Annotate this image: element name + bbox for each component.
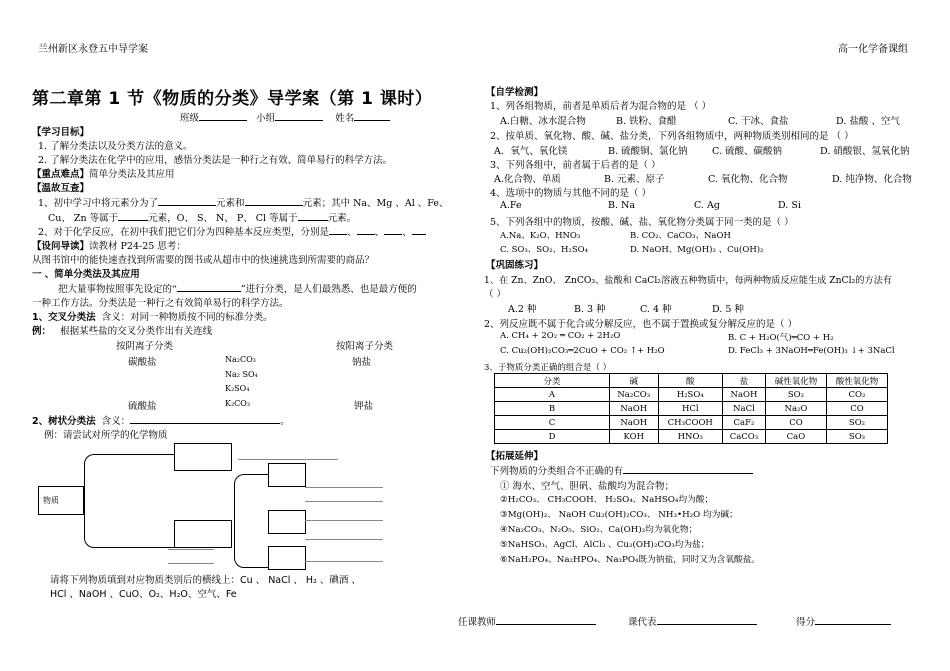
key-points [32, 166, 175, 180]
matter-label: 物质 [43, 496, 59, 505]
review-heading: 【温故互查】 [32, 183, 90, 194]
fill-instruction: 请将下列物质填到对应物质类别后的横线上：Cu 、 NaCl 、 H₂ 、碘酒 、 [50, 575, 361, 586]
q4-option: D. Si [778, 200, 801, 211]
answer-line[interactable] [238, 459, 338, 460]
group-label: 小组 [256, 113, 276, 124]
review-text: Cu、 Zn 等属于 [48, 213, 119, 224]
tree-box-5[interactable] [268, 546, 306, 570]
table-cell: SO₃ [826, 430, 887, 444]
ext-item: ⑥NaH₂PO₄、Na₂HPO₄、Na₃PO₄既为钠盐，同时又为含氧酸盐。 [500, 555, 761, 565]
ext-item: ③Mg(OH)₂、 NaOH Cu₂(OH)₂CO₃、 NH₃•H₂O 均为碱； [500, 510, 738, 520]
q4: 4、选项中的物质与其他不同的是（ ） [490, 188, 652, 199]
table-cell: CaF₂ [722, 416, 765, 430]
table-cell: D [495, 430, 610, 444]
q1-option: B. 铁粉、食醋 [616, 116, 677, 127]
class-label: 班级 [180, 113, 200, 124]
answer-line[interactable] [305, 539, 383, 540]
answer-line[interactable] [305, 520, 383, 521]
q5-option: A.Na、K₂O、HNO₃ [500, 231, 581, 241]
table-cell: KOH [610, 430, 659, 444]
teacher-field[interactable] [496, 615, 596, 625]
cross-heading: 1、交叉分类法 [32, 312, 96, 323]
c1-paren: （ ） [484, 289, 507, 300]
table-cell: Na₂O [765, 402, 826, 416]
c2-option: B. C + H₂O(气)═CO + H₂ [728, 333, 834, 343]
q3-option: C. 氧化物、化合物 [708, 174, 788, 185]
potassium-salt-label: 钾盐 [354, 401, 374, 412]
score-field[interactable] [815, 615, 891, 625]
q2-option: D. 硝酸银、氢氧化钠 [820, 146, 910, 157]
q5: 5、下列各组中的物质，按酸、碱、盐、氧化物分类属于同一类的是（ ） [490, 217, 794, 228]
consolidate-heading: 【巩固练习】 [486, 260, 544, 271]
review-text: 元素和 [216, 198, 245, 209]
q5-option: D. NaOH、Mg(OH)₂ 、Cu(OH)₂ [630, 245, 764, 255]
sodium-salt-label: 钠盐 [352, 357, 372, 368]
footer-teacher [458, 614, 596, 628]
table-cell: HCl [658, 402, 722, 416]
blank[interactable] [245, 196, 303, 206]
answer-line[interactable] [168, 549, 214, 550]
q3-option: D. 纯净物、化合物 [832, 174, 912, 185]
review-q2: 2、对于化学反应，在初中我们把它们分为四种基本反应类型，分别是 、 、 、 [38, 224, 426, 238]
q4-option: C. Ag [694, 200, 720, 211]
c3: 3、于物质分类正确的组合是（ ） [484, 363, 612, 373]
table-cell: C [495, 416, 610, 430]
tree-brace [234, 474, 269, 568]
table-cell: A [495, 388, 610, 402]
goal-1: 1. 了解分类法以及分类方法的意义。 [38, 141, 193, 152]
q2-option: A．氧气、氧化镁 [494, 146, 568, 157]
blank[interactable] [329, 225, 347, 235]
blank[interactable] [412, 225, 426, 235]
c1-option: A.2 种 [508, 304, 537, 315]
fill-instruction-2: HCl 、NaOH 、CuO、O₂、H₂O、空气、Fe [50, 589, 237, 600]
teacher-label: 任课教师 [458, 617, 497, 628]
blank[interactable] [623, 464, 753, 474]
table-cell: B [495, 402, 610, 416]
tree-box-4[interactable] [268, 510, 306, 534]
table-header: 分类 [495, 374, 610, 388]
q2-option: C. 硫酸、碳酸钠 [712, 146, 782, 157]
extension-heading: 【拓展延伸】 [486, 451, 544, 462]
salt-formula: Na₂ SO₄ [225, 370, 258, 379]
name-field[interactable] [354, 111, 390, 121]
answer-line[interactable] [305, 561, 383, 562]
ext-item: ① 海水、空气、胆矾、盐酸均为混合物； [500, 481, 675, 492]
tree-box-3[interactable] [268, 463, 306, 487]
q5-option: C. SO₃、SO₂、H₂SO₄ [500, 245, 589, 255]
blank[interactable] [130, 414, 280, 424]
matter-box [38, 486, 84, 515]
table-header: 盐 [722, 374, 765, 388]
score-label: 得分 [796, 617, 816, 628]
c1: 1、在 Zn、ZnO、 ZnCO₃、盐酸和 CaCl₂溶液五种物质中，每两种物质反应能生成 ZnCl₂的方法有 [484, 275, 892, 286]
table-cell: NaOH [610, 402, 659, 416]
cross-method [32, 309, 273, 323]
review-q1-line2 [48, 210, 356, 224]
table-row [495, 402, 888, 416]
q3-option: B. 元素、原子 [604, 174, 665, 185]
c1-option: D. 5 种 [712, 304, 744, 315]
ext-text: 下列物质的分类组合不正确的有 [490, 466, 624, 477]
q3: 3、下列各组中，前者属于后者的是（ ） [490, 160, 661, 171]
table-header: 碱 [610, 374, 659, 388]
para-text: 把大量事物按照事先设定的“ [58, 284, 177, 295]
q5-option: B. CO₂、CaCO₃、NaOH [630, 231, 731, 241]
rep-field[interactable] [657, 615, 757, 625]
review-text: 元素。 [327, 213, 357, 224]
ext-item: ④Na₂CO₃、N₂O₅、SiO₂、Ca(OH)₂均为氧化物； [500, 525, 698, 535]
class-field[interactable] [199, 111, 247, 121]
tree-box-1[interactable] [174, 443, 232, 471]
salt-formula: Na₂CO₃ [225, 355, 256, 364]
q4-option: A.Fe [500, 200, 522, 211]
footer-rep [628, 614, 757, 628]
goal-2: 2. 了解分类法在化学中的应用，感悟分类法是一种行之有效、简单易行的科学方法。 [38, 155, 393, 166]
table-cell: CaO [765, 430, 826, 444]
table-row [495, 430, 888, 444]
self-test-heading: 【自学检测】 [486, 87, 544, 98]
table-cell: CH₃COOH [658, 416, 722, 430]
table-row [495, 416, 888, 430]
tree-heading: 2、树状分类法 [32, 416, 96, 427]
blank[interactable] [384, 225, 402, 235]
table-cell: NaOH [610, 416, 659, 430]
ext-item: ⑤NaHSO₃、AgCl、AlCl₃ 、Cu₂(OH)₂CO₃均为盐； [500, 540, 710, 550]
answer-line[interactable] [305, 487, 383, 488]
c2-option: D. FeCl₃ + 3NaOH═Fe(OH)₃ ↓+ 3NaCl [728, 346, 895, 356]
table-header-row [495, 374, 888, 388]
q2-option: B. 硫酸铜、氯化钠 [608, 146, 688, 157]
table-cell: SO₂ [765, 388, 826, 402]
table-header: 酸性氧化物 [826, 374, 887, 388]
sulfate-label: 硫酸盐 [128, 401, 157, 412]
name-label: 姓名 [335, 113, 355, 124]
q2: 2、按单质、氧化物、酸、碱、盐分类，下列各组物质中，两种物质类别相同的是 （ ） [490, 131, 854, 142]
tree-method: 2、树状分类法 含义： 。 [32, 416, 290, 427]
classification-table [494, 373, 888, 444]
group-field[interactable] [275, 111, 323, 121]
page-title: 第二章第 1 节《物质的分类》导学案（第 1 课时） [32, 89, 433, 109]
section-1: 一 、简单分类法及其应用 [32, 269, 140, 280]
ext-item: ②H₂CO₃、 CH₃COOH、 H₂SO₄、NaHSO₄均为酸； [500, 495, 714, 505]
guide-heading: 【设问导读】 [32, 241, 90, 252]
answer-line[interactable] [168, 563, 214, 564]
c2-option: C. Cu₂(OH)₂CO₃═2CuO + CO₂ ↑+ H₂O [500, 346, 665, 356]
section-1-para-2: 一种工作方法。分类法是一种行之有效简单易行的科学方法。 [32, 298, 289, 309]
tree-def: 含义： [101, 416, 131, 427]
c2-option: A. CH₄ + 2O₂ ═ CO₂ + 2H₂O [500, 331, 621, 341]
q1-option: D. 盐酸 、空气 [836, 116, 900, 127]
guide [32, 238, 186, 252]
example-text: 根据某些盐的交叉分类作出有关连线 [60, 326, 213, 337]
table-cell: HNO₃ [658, 430, 722, 444]
blank[interactable] [298, 211, 328, 221]
blank[interactable] [177, 282, 241, 292]
q4-option: B. Na [608, 200, 635, 211]
q1-option: A.白糖、冰水混合物 [500, 116, 586, 127]
anion-heading: 按阴离子分类 [116, 341, 174, 352]
q1: 1、列各组物质，前者是单质后者为混合物的是 （ ） [490, 101, 712, 112]
answer-line[interactable] [305, 501, 383, 502]
example-label: 例： [32, 326, 52, 337]
blank[interactable] [118, 211, 148, 221]
carbonate-label: 碳酸盐 [128, 357, 157, 368]
rep-label: 课代表 [628, 617, 657, 628]
blank[interactable] [158, 196, 216, 206]
salt-formula: K₂CO₃ [225, 399, 251, 408]
cation-heading: 按阳离子分类 [336, 341, 394, 352]
cross-def: 含义：对同一种物质按不同的标准分类。 [101, 312, 273, 323]
q1-option: C. 干冰、食盐 [728, 116, 789, 127]
key-heading: 【重点难点】 [32, 169, 90, 180]
table-cell: NaCl [722, 402, 765, 416]
c1-option: C. 4 种 [640, 304, 672, 315]
table-header: 碱性氧化物 [765, 374, 826, 388]
review-text: 2、对于化学反应，在初中我们把它们分为四种基本反应类型，分别是 [38, 227, 330, 238]
table-cell: NaOH [722, 388, 765, 402]
salt-formula: K₂SO₄ [225, 384, 250, 393]
section-1-para [58, 281, 417, 295]
tree-example: 例：请尝试对所学的化学物质 [44, 430, 168, 441]
header-school: 兰州新区永登五中导学案 [38, 44, 148, 55]
c2: 2、列反应既不属于化合或分解反应，也不属于置换或复分解反应的是（ ） [484, 319, 798, 330]
footer-score [796, 614, 891, 628]
table-cell: CO [765, 416, 826, 430]
key-text: 简单分类法及其应用 [89, 169, 175, 180]
table-header: 酸 [658, 374, 722, 388]
table-cell: Na₂CO₃ [610, 388, 659, 402]
guide-text: 读教材 P24-25 思考： [89, 241, 186, 252]
review-text: 元素；其中 Na、Mg 、Al 、Fe、 [302, 198, 449, 209]
goals-heading: 【学习目标】 [32, 127, 90, 138]
tree-box-2[interactable] [174, 520, 232, 548]
para-text: ”进行分类，是人们最熟悉、也是最方便的 [240, 284, 417, 295]
review-q1-line1 [38, 195, 449, 209]
ext-question [490, 463, 753, 477]
table-row [495, 388, 888, 402]
blank[interactable] [357, 225, 375, 235]
table-cell: CaCO₃ [722, 430, 765, 444]
example [32, 323, 212, 337]
header-group: 高一化学备课组 [838, 44, 908, 55]
guide-question: 从图书馆中的能快速查找到所需要的图书或从超市中的快速挑选到所需要的商品？ [32, 255, 375, 266]
table-cell: CO₂ [826, 388, 887, 402]
tree-brace [84, 454, 175, 548]
table-cell: H₂SO₄ [658, 388, 722, 402]
student-info [180, 110, 390, 124]
review-text: 1、初中学习中将元素分为了 [38, 198, 159, 209]
c1-option: B. 3 种 [574, 304, 606, 315]
table-cell: CO [826, 402, 887, 416]
table-cell: SO₂ [826, 416, 887, 430]
q3-option: A.化合物、单质 [494, 174, 561, 185]
review-text: 元素，O、 S、 N、 P、 Cl 等属于 [148, 213, 298, 224]
